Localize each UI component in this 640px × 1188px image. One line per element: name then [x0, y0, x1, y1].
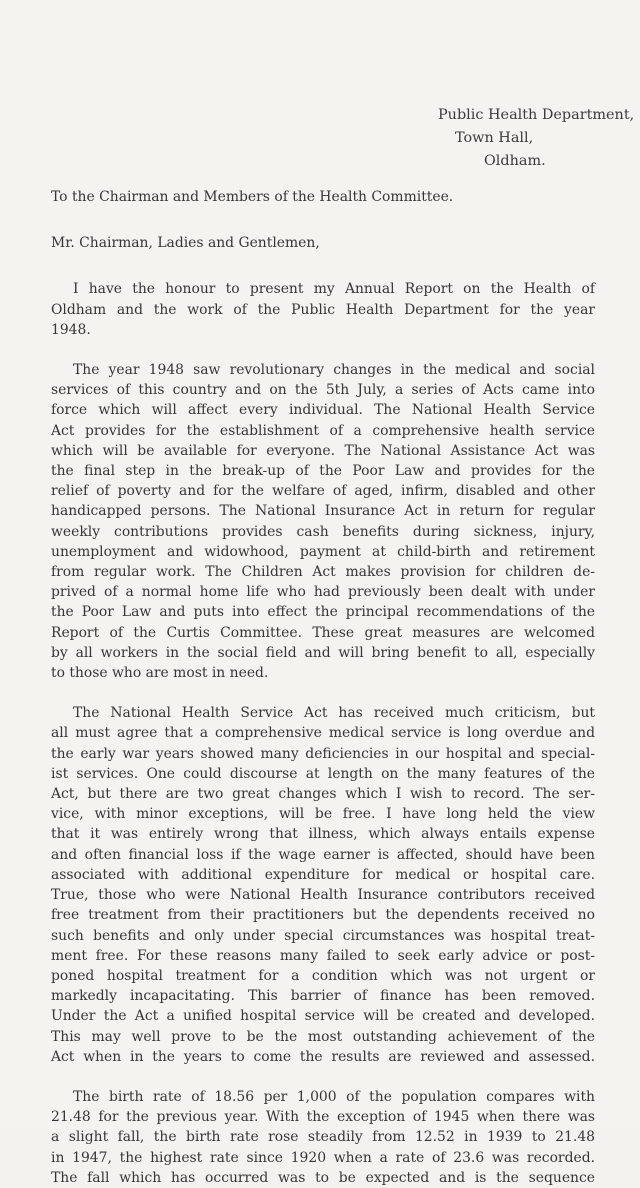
text-line: ist services. One could discourse at length on the many features of the — [51, 765, 595, 782]
town-line: Oldham. — [484, 153, 546, 169]
text-line: all must agree that a comprehensive medical service is long overdue and — [51, 725, 595, 742]
text-line: Act provides for the establishment of a comprehensive health service — [51, 422, 595, 439]
text-line: The National Health Service Act has received much criticism, but — [73, 705, 595, 722]
text-line: the Poor Law and puts into effect the principal recommendations of the — [51, 604, 595, 621]
text-line: True, those who were National Health Insurance contributors received — [51, 887, 595, 904]
text-line: the final step in the break-up of the Poor Law and provides for the — [51, 463, 595, 480]
text-line: from regular work. The Children Act makes provision for children de- — [51, 564, 595, 581]
text-line: services of this country and on the 5th July, a series of Acts came into — [51, 382, 595, 399]
text-line: 21.48 for the previous year. With the exception of 1945 when there was — [51, 1109, 595, 1126]
text-line: free treatment from their practitioners but the dependents received no — [51, 907, 595, 924]
text-line: handicapped persons. The National Insurance Act in return for regular — [51, 503, 595, 520]
letterhead-address — [438, 104, 635, 173]
paragraph-birth-rate — [51, 1087, 595, 1188]
text-line: Oldham and the work of the Public Health Department for the year — [51, 301, 595, 318]
text-line: that it was entirely wrong that illness, which always entails expense — [51, 826, 595, 843]
text-line: which will be available for everyone. The National Assistance Act was — [51, 442, 595, 459]
text-line: and often financial loss if the wage earner is affected, should have been — [51, 846, 595, 863]
text-line: markedly incapacitating. This barrier of finance has been removed. — [51, 988, 595, 1005]
text-line: Act when in the years to come the results are reviewed and assessed. — [51, 1048, 595, 1065]
text-line: prived of a normal home life who had previously been dealt with under — [51, 584, 595, 601]
text-line: poned hospital treatment for a condition which was not urgent or — [51, 967, 595, 984]
department-line: Public Health Department, — [438, 107, 635, 123]
text-line: to those who are most in need. — [51, 665, 269, 682]
text-line: The fall which has occurred was to be expected and is the sequence — [51, 1169, 595, 1186]
text-line: relief of poverty and for the welfare of aged, infirm, disabled and other — [51, 483, 595, 500]
text-line: associated with additional expenditure for medical or hospital care. — [51, 866, 595, 883]
text-line: in 1947, the highest rate since 1920 when a rate of 23.6 was recorded. — [51, 1149, 595, 1166]
text-line: 1948. — [51, 321, 91, 338]
text-line: unemployment and widowhood, payment at child-birth and retirement — [51, 543, 595, 560]
text-line: weekly contributions provides cash benefits during sickness, injury, — [51, 523, 595, 540]
text-line: Report of the Curtis Committee. These great measures are welcomed — [51, 624, 595, 641]
text-line: The year 1948 saw revolutionary changes in the medical and social — [73, 362, 595, 379]
paragraph-intro — [51, 279, 595, 340]
text-line: vice, with minor exceptions, will be free. I have long held the view — [51, 806, 595, 823]
text-line: Under the Act a unified hospital service will be created and developed. — [51, 1008, 595, 1025]
text-line: force which will affect every individual. The National Health Service — [51, 402, 595, 419]
letter-body — [51, 187, 595, 1188]
text-line: a slight fall, the birth rate rose steadily from 12.52 in 1939 to 21.48 — [51, 1129, 595, 1146]
paragraph-acts — [51, 360, 595, 683]
text-line: ment free. For these reasons many failed to seek early advice or post- — [51, 947, 595, 964]
text-line: such benefits and only under special circumstances was hospital treat- — [51, 927, 595, 944]
text-line: Act, but there are two great changes which I wish to record. The ser- — [51, 786, 595, 803]
text-line: This may well prove to be the most outstanding achievement of the — [51, 1028, 595, 1045]
text-line: The birth rate of 18.56 per 1,000 of the population compares with — [73, 1088, 595, 1105]
addressee: To the Chairman and Members of the Health Committee. — [51, 189, 454, 205]
text-line: the early war years showed many deficiencies in our hospital and special- — [51, 745, 595, 762]
text-line: by all workers in the social field and will bring benefit to all, especially — [51, 644, 595, 661]
building-line: Town Hall, — [455, 130, 534, 146]
salutation: Mr. Chairman, Ladies and Gentlemen, — [51, 235, 320, 252]
paragraph-health-service — [51, 703, 595, 1067]
text-line: I have the honour to present my Annual Report on the Health of — [73, 281, 595, 298]
